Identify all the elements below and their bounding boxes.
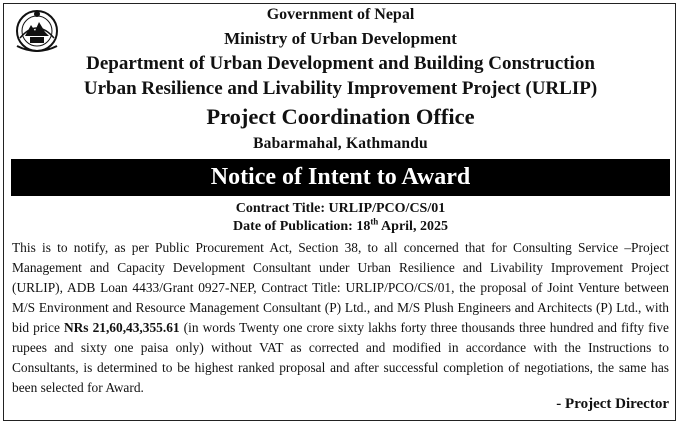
header-address: Babarmahal, Kathmandu: [253, 135, 428, 152]
header-project: Urban Resilience and Livability Improvement Project (URLIP): [83, 78, 598, 99]
header-government: Government of Nepal: [266, 6, 415, 23]
publication-date: [0, 216, 681, 235]
contract-title: Contract Title: URLIP/PCO/CS/01: [235, 201, 446, 216]
publication-date-suffix: April, 2025: [378, 219, 448, 234]
signoff: - Project Director: [556, 396, 669, 412]
notice-body: [12, 238, 669, 398]
notice-body-part2: (in words Twenty one crore sixty lakhs forty three thousands three hundred and fifty five rupees and sixty one paisa only) without VAT as corrected and modified in accordance with the Instructions to Consultants, is determined to be highest ranked proposal and after successful completion of negotiations, the same has been selected for Award.: [12, 320, 669, 395]
publication-date-prefix: Date of Publication: 18: [233, 219, 371, 234]
notice-title-banner: Notice of Intent to Award: [11, 159, 670, 196]
header-department: Department of Urban Development and Building Construction: [86, 53, 595, 74]
bid-price: NRs 21,60,43,355.61: [63, 320, 180, 335]
header-ministry: Ministry of Urban Development: [224, 29, 457, 48]
header-office: Project Coordination Office: [206, 104, 475, 129]
publication-date-sup: th: [370, 216, 379, 227]
notice-body-part1: This is to notify, as per Public Procurement Act, Section 38, to all concerned that for Consulting Service –Project Management and Capacity Development Consultant under Urban Resilience and Livability Improvement Project (URLIP), ADB Loan 4433/Grant 0927-NEP, Contract Title: URLIP/PCO/CS/01, the proposal of Joint Venture between M/S Environment and Resource Management Consultant (P) Ltd., and M/S Plush Engineers and Architects (P) Ltd., with bid price: [12, 240, 669, 335]
